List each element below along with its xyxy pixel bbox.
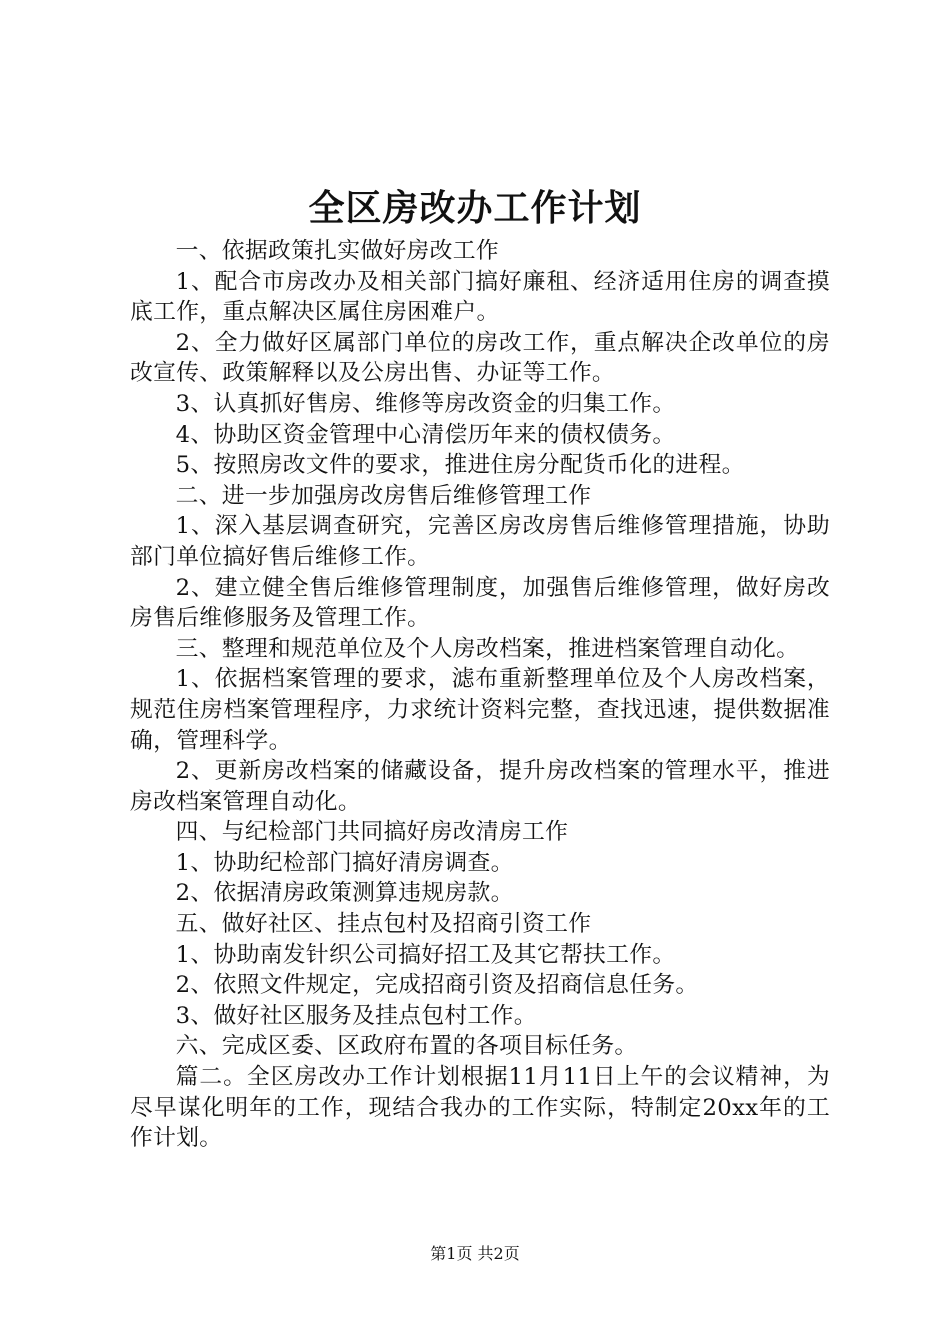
paragraph: 4、协助区资金管理中心清偿历年来的债权债务。 [175, 421, 676, 448]
section-heading: 三、整理和规范单位及个人房改档案，推进档案管理自动化。 [175, 635, 800, 662]
section-heading: 六、完成区委、区政府布置的各项目标任务。 [175, 1033, 638, 1060]
document-body [130, 236, 830, 1154]
paragraph: 2、依照文件规定，完成招商引资及招商信息任务。 [175, 972, 699, 999]
paragraph: 2、更新房改档案的储藏设备，提升房改档案的管理水平，推进房改档案管理自动化。 [130, 758, 830, 815]
paragraph: 1、协助南发针织公司搞好招工及其它帮扶工作。 [175, 941, 676, 968]
section-heading: 一、依据政策扎实做好房改工作 [175, 238, 499, 264]
paragraph: 2、依据清房政策测算违规房款。 [175, 880, 514, 907]
paragraph: 篇二。全区房改办工作计划根据11月11日上午的会议精神，为尽早谋化明年的工作，现结合我办的工作实际，特制定20xx年的工作计划。 [130, 1064, 830, 1152]
paragraph: 2、全力做好区属部门单位的房改工作，重点解决企改单位的房改宣传、政策解释以及公房出售、办证等工作。 [130, 329, 830, 387]
paragraph: 2、建立健全售后维修管理制度，加强售后维修管理，做好房改房售后维修服务及管理工作。 [130, 574, 830, 632]
document-title: 全区房改办工作计划 [308, 187, 642, 229]
section-heading: 四、与纪检部门共同搞好房改清房工作 [175, 819, 569, 846]
paragraph: 3、做好社区服务及挂点包村工作。 [175, 1002, 537, 1029]
page-footer: 第1页 共2页 [430, 1244, 520, 1263]
paragraph: 1、协助纪检部门搞好清房调查。 [175, 849, 514, 876]
section-heading: 二、进一步加强房改房售后维修管理工作 [175, 482, 592, 509]
paragraph: 1、依据档案管理的要求，滤布重新整理单位及个人房改档案，规范住房档案管理程序，力求统计资料完整，查找迅速，提供数据准确，管理科学。 [130, 666, 830, 754]
section-heading: 五、做好社区、挂点包村及招商引资工作 [175, 911, 592, 938]
paragraph: 1、深入基层调查研究，完善区房改房售后维修管理措施，协助部门单位搞好售后维修工作。 [130, 513, 830, 570]
paragraph: 1、配合市房改办及相关部门搞好廉租、经济适用住房的调查摸底工作，重点解决区属住房困难户。 [130, 268, 830, 326]
paragraph: 5、按照房改文件的要求，推进住房分配货币化的进程。 [175, 452, 745, 479]
paragraph: 3、认真抓好售房、维修等房改资金的归集工作。 [175, 390, 676, 417]
